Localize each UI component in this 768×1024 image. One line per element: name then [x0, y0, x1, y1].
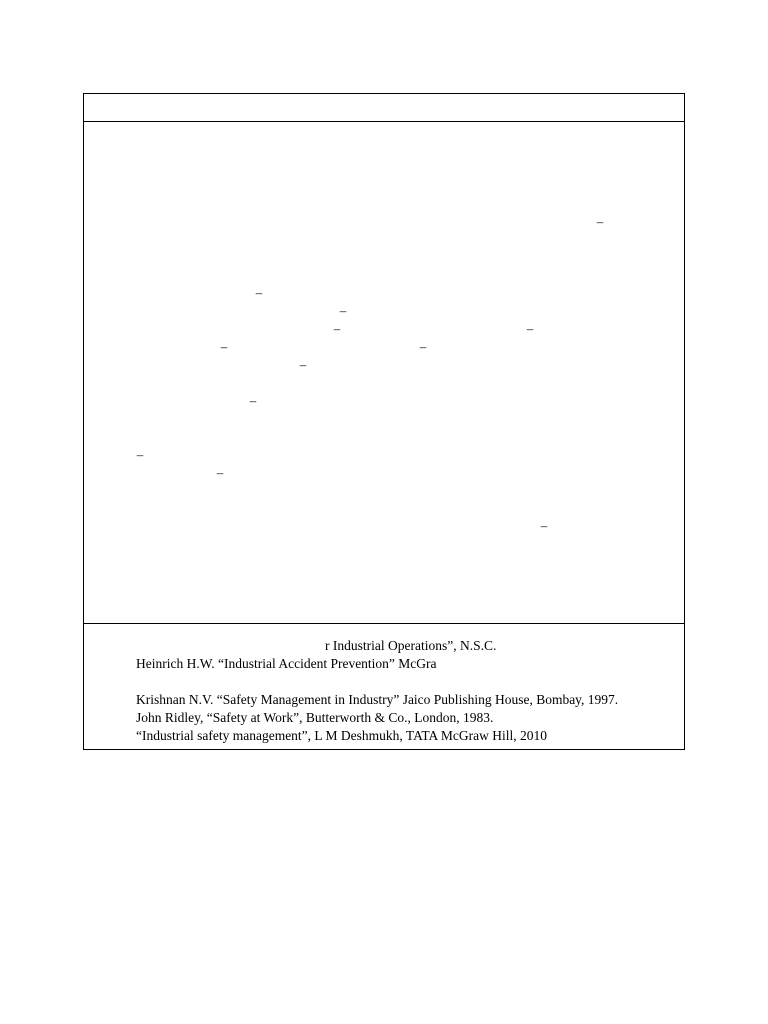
content-dash: – [255, 285, 263, 300]
reference-item: r Industrial Operations”, N.S.C. [325, 638, 497, 653]
references-section [84, 624, 684, 749]
content-dash: – [596, 214, 604, 229]
reference-item: “Industrial safety management”, L M Deshmukh, TATA McGraw Hill, 2010 [136, 728, 547, 743]
content-dash: – [333, 321, 341, 336]
reference-item: Krishnan N.V. “Safety Management in Industry” Jaico Publishing House, Bombay, 1997. [136, 692, 619, 707]
content-dash: – [540, 518, 548, 533]
table-header-row [84, 94, 684, 122]
content-dash: – [339, 303, 347, 318]
syllabus-table [83, 93, 685, 750]
content-dash: – [249, 393, 257, 408]
reference-item: John Ridley, “Safety at Work”, Butterworth & Co., London, 1983. [136, 710, 494, 725]
content-dash: – [220, 339, 228, 354]
reference-item: Heinrich H.W. “Industrial Accident Prevention” McGra [136, 656, 437, 671]
content-dash: – [419, 339, 427, 354]
content-dash: – [299, 357, 307, 372]
content-dash: – [136, 447, 144, 462]
table-content-row [84, 122, 684, 624]
content-dash: – [526, 321, 534, 336]
content-dash: – [216, 465, 224, 480]
